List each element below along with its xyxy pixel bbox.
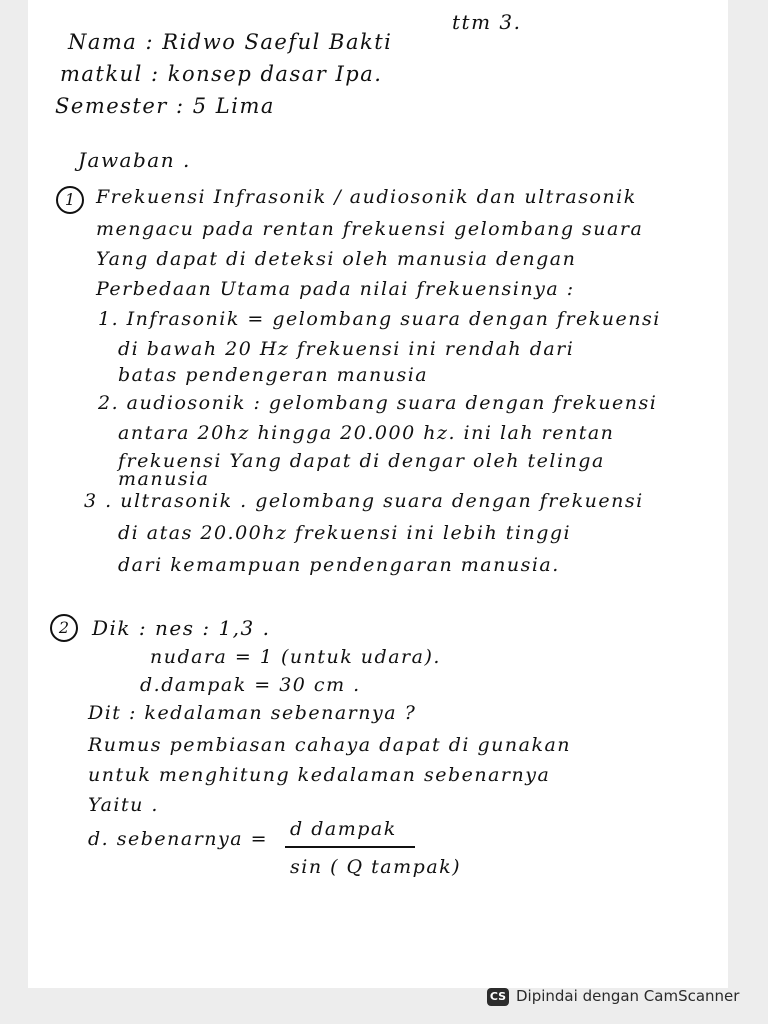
q1-item2-line: frekuensi Yang dapat di dengar oleh telinga	[118, 450, 605, 472]
q1-item2-line: 2. audiosonik : gelombang suara dengan frekuensi	[98, 392, 658, 414]
q2-dit-line: Dit : kedalaman sebenarnya ?	[88, 702, 417, 724]
q2-nudara-line: nudara = 1 (untuk udara).	[150, 646, 441, 668]
meeting-label: ttm 3.	[452, 10, 522, 34]
q1-item2-line: antara 20hz hingga 20.000 hz. ini lah rentan	[118, 422, 615, 444]
q1-intro-line: Perbedaan Utama pada nilai frekuensinya :	[96, 278, 575, 300]
q1-item1-line: batas pendengeran manusia	[118, 364, 429, 386]
q1-item3-line: dari kemampuan pendengaran manusia.	[118, 554, 560, 576]
q1-item1-line: 1. Infrasonik = gelombang suara dengan frekuensi	[98, 308, 661, 330]
q1-intro-line: Yang dapat di deteksi oleh manusia dengan	[96, 248, 577, 270]
camscanner-logo: CS	[487, 988, 509, 1006]
answer-heading: Jawaban .	[78, 148, 191, 172]
q2-text-line: untuk menghitung kedalaman sebenarnya	[88, 764, 551, 786]
q1-item3-line: 3 . ultrasonik . gelombang suara dengan frekuensi	[84, 490, 644, 512]
q1-item3-line: di atas 20.00hz frekuensi ini lebih tinggi	[118, 522, 572, 544]
q2-dik-line: Dik : nes : 1,3 .	[92, 616, 271, 640]
q2-text-line: Yaitu .	[88, 794, 159, 816]
name-line: Nama : Ridwo Saeful Bakti	[68, 30, 393, 54]
question-1-number: 1	[56, 186, 84, 214]
formula-lhs: d. sebenarnya =	[88, 828, 269, 850]
course-line: matkul : konsep dasar Ipa.	[60, 62, 383, 86]
q2-dampak-line: d.dampak = 30 cm .	[140, 674, 361, 696]
camscanner-label: Dipindai dengan CamScanner	[516, 987, 740, 1005]
q1-intro-line: Frekuensi Infrasonik / audiosonik dan ultrasonik	[96, 186, 637, 208]
question-2-number: 2	[50, 614, 78, 642]
q1-item2-line: manusia	[118, 468, 210, 490]
semester-line: Semester : 5 Lima	[55, 94, 275, 118]
q2-text-line: Rumus pembiasan cahaya dapat di gunakan	[88, 734, 572, 756]
formula-denominator: sin ( Q tampak)	[290, 856, 462, 878]
fraction-bar	[285, 846, 415, 848]
q1-intro-line: mengacu pada rentan frekuensi gelombang suara	[96, 218, 644, 240]
formula-numerator: d dampak	[290, 818, 397, 840]
q1-item1-line: di bawah 20 Hz frekuensi ini rendah dari	[118, 338, 575, 360]
